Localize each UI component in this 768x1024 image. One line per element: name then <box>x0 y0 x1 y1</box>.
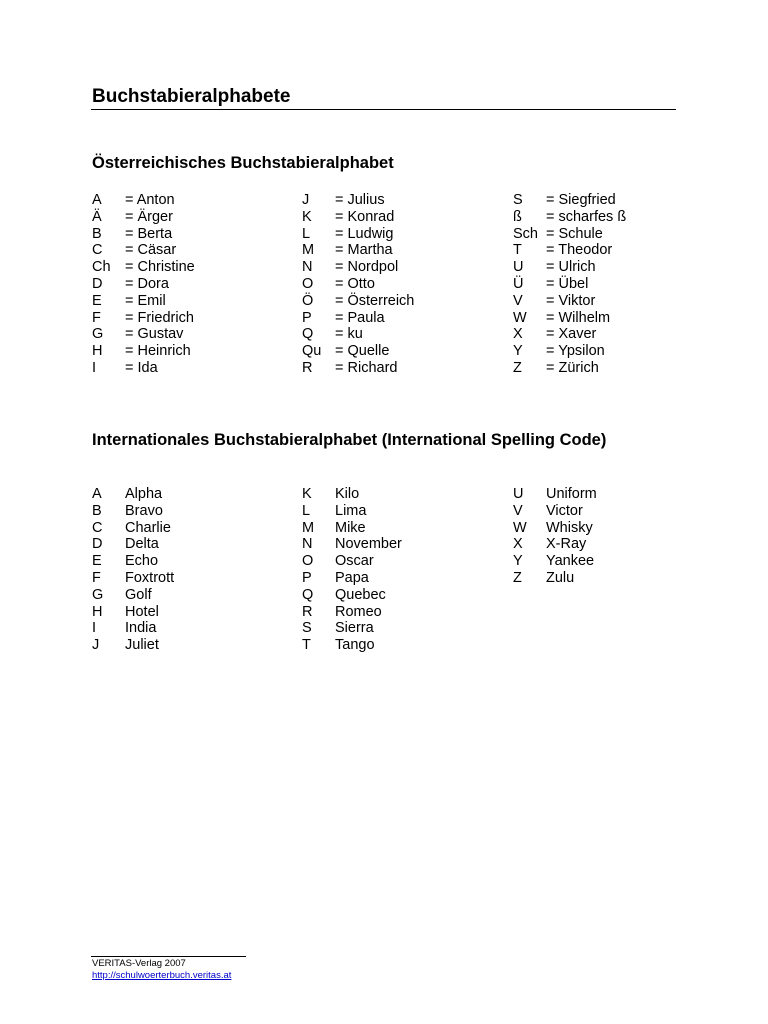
entry-codeword: Kilo <box>335 486 360 502</box>
entry-letter: X <box>513 326 523 343</box>
entry-letter: F <box>92 309 101 326</box>
entry-letter: F <box>92 569 101 586</box>
entry-letter: V <box>513 502 523 519</box>
entry-letter: I <box>92 359 97 376</box>
entry-letter: D <box>92 536 103 553</box>
document-title: Buchstabieralphabete <box>92 86 291 107</box>
entry-codeword: Zulu <box>546 569 575 586</box>
entry-codeword: = Dora <box>125 275 169 292</box>
entry-letter: S <box>302 620 312 637</box>
entry-codeword: = Ida <box>125 359 158 376</box>
entry-letter: Ö <box>302 292 314 309</box>
entry-letter: W <box>513 309 527 326</box>
entry-codeword: = Viktor <box>546 292 596 309</box>
entry-codeword: = Julius <box>335 192 385 208</box>
entry-letter: Sch <box>513 225 538 242</box>
entry-letter: Ch <box>92 259 111 276</box>
entry-letter: A <box>92 486 102 502</box>
entry-codeword: = Schule <box>546 225 603 242</box>
entry-codeword: = Zürich <box>546 359 599 376</box>
entry-letter: J <box>92 637 100 654</box>
entry-codeword: = Xaver <box>546 326 597 343</box>
entry-letter: Z <box>513 359 522 376</box>
entry-codeword: = Berta <box>125 225 173 242</box>
entry-codeword: = Anton <box>125 192 175 208</box>
entry-codeword: = Nordpol <box>335 259 399 276</box>
entry-codeword: = Christine <box>125 259 195 276</box>
entry-letter: R <box>302 359 313 376</box>
entry-codeword: = Siegfried <box>546 192 616 208</box>
entry-letter: M <box>302 519 315 536</box>
entry-letter: J <box>302 192 310 208</box>
entry-codeword: = Richard <box>335 359 398 376</box>
entry-codeword: = ku <box>335 326 363 343</box>
entry-codeword: Tango <box>335 637 375 654</box>
entry-letter: H <box>92 603 103 620</box>
entry-codeword: Hotel <box>125 603 159 620</box>
entry-letter: O <box>302 553 314 570</box>
entry-letter: P <box>302 569 312 586</box>
footer-publisher: VERITAS-Verlag 2007 <box>92 958 186 969</box>
title-underline <box>91 109 676 110</box>
footer-website-link[interactable]: http://schulwoerterbuch.veritas.at <box>92 970 232 981</box>
entry-codeword: Yankee <box>546 553 595 570</box>
entry-codeword: X-Ray <box>546 536 587 553</box>
entry-letter: G <box>92 586 104 603</box>
entry-letter: A <box>92 192 102 208</box>
entry-letter: R <box>302 603 313 620</box>
entry-codeword: = Ludwig <box>335 225 394 242</box>
entry-letter: K <box>302 486 312 502</box>
entry-codeword: Lima <box>335 502 367 519</box>
entry-letter: T <box>302 637 311 654</box>
entry-letter: T <box>513 242 522 259</box>
entry-codeword: Whisky <box>546 519 593 536</box>
entry-letter: ß <box>513 208 522 225</box>
entry-codeword: = Ärger <box>125 208 173 225</box>
entry-letter: E <box>92 553 102 570</box>
entry-codeword: Victor <box>546 502 583 519</box>
entry-letter: U <box>513 486 524 502</box>
entry-codeword: Delta <box>125 536 159 553</box>
entry-codeword: = Otto <box>335 275 375 292</box>
entry-letter: C <box>92 242 103 259</box>
entry-codeword: Golf <box>125 586 152 603</box>
entry-codeword: Mike <box>335 519 366 536</box>
entry-letter: N <box>302 536 313 553</box>
entry-codeword: = Paula <box>335 309 385 326</box>
entry-letter: G <box>92 326 104 343</box>
entry-codeword: = Wilhelm <box>546 309 611 326</box>
entry-letter: X <box>513 536 523 553</box>
entry-codeword: = Ulrich <box>546 259 596 276</box>
entry-codeword: Echo <box>125 553 159 570</box>
entry-codeword: = Cäsar <box>125 242 177 259</box>
entry-codeword: = Österreich <box>335 292 415 309</box>
footer-divider <box>91 956 246 957</box>
entry-codeword: = Martha <box>335 242 393 259</box>
entry-codeword: Uniform <box>546 486 597 502</box>
entry-letter: L <box>302 225 311 242</box>
entry-letter: S <box>513 192 523 208</box>
entry-codeword: = Friedrich <box>125 309 194 326</box>
entry-letter: W <box>513 519 527 536</box>
entry-codeword: = Gustav <box>125 326 184 343</box>
entry-letter: Y <box>513 553 523 570</box>
entry-letter: M <box>302 242 315 259</box>
entry-codeword: Papa <box>335 569 369 586</box>
entry-letter: Ü <box>513 275 524 292</box>
entry-codeword: = Theodor <box>546 242 613 259</box>
entry-letter: Q <box>302 326 314 343</box>
entry-codeword: Bravo <box>125 502 163 519</box>
entry-letter: K <box>302 208 312 225</box>
entry-codeword: Alpha <box>125 486 163 502</box>
entry-letter: U <box>513 259 524 276</box>
entry-codeword: = Übel <box>546 275 589 292</box>
entry-letter: I <box>92 620 97 637</box>
entry-codeword: = Konrad <box>335 208 395 225</box>
entry-letter: B <box>92 502 102 519</box>
entry-codeword: = scharfes ß <box>546 208 627 225</box>
entry-letter: V <box>513 292 523 309</box>
entry-letter: Qu <box>302 343 322 360</box>
entry-codeword: Romeo <box>335 603 382 620</box>
entry-letter: Z <box>513 569 522 586</box>
entry-letter: Ä <box>92 208 102 225</box>
entry-codeword: = Ypsilon <box>546 343 605 360</box>
entry-letter: L <box>302 502 311 519</box>
entry-codeword: Oscar <box>335 553 374 570</box>
international-alphabet-heading: Internationales Buchstabieralphabet (International Spelling Code) <box>92 431 607 449</box>
entry-codeword: Sierra <box>335 620 374 637</box>
entry-letter: N <box>302 259 313 276</box>
entry-letter: H <box>92 343 103 360</box>
entry-letter: B <box>92 225 102 242</box>
entry-codeword: Quebec <box>335 586 386 603</box>
austrian-alphabet-heading: Österreichisches Buchstabieralphabet <box>92 154 394 172</box>
entry-letter: O <box>302 275 314 292</box>
entry-codeword: November <box>335 536 402 553</box>
entry-letter: Q <box>302 586 314 603</box>
entry-letter: P <box>302 309 312 326</box>
entry-letter: C <box>92 519 103 536</box>
entry-letter: D <box>92 275 103 292</box>
entry-codeword: = Emil <box>125 292 166 309</box>
entry-codeword: = Heinrich <box>125 343 191 360</box>
entry-codeword: = Quelle <box>335 343 390 360</box>
entry-codeword: Charlie <box>125 519 171 536</box>
entry-letter: Y <box>513 343 523 360</box>
entry-codeword: Foxtrott <box>125 569 175 586</box>
entry-letter: E <box>92 292 102 309</box>
entry-codeword: Juliet <box>125 637 159 654</box>
entry-codeword: India <box>125 620 157 637</box>
